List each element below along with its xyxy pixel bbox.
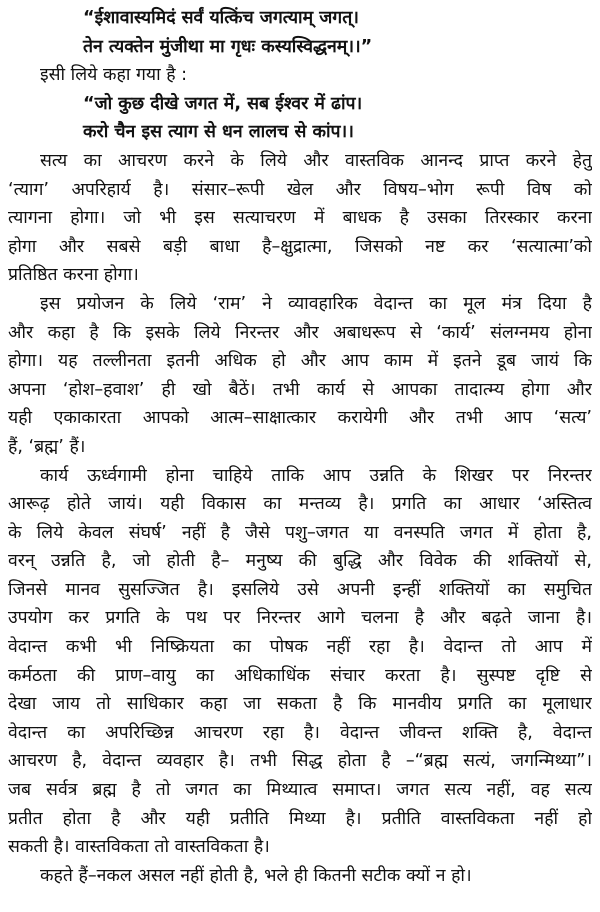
paragraph-4 — [8, 862, 592, 891]
sanskrit-verse — [8, 4, 592, 61]
verse-line: तेन त्यक्तेन मुंजीथा मा गृधः कस्यस्विद्धनम्।।” — [83, 36, 373, 57]
paragraph-line: देखा जाय तो साधिकार कहा जा सकता है कि मानवीय प्रगति का मूलाधार — [8, 694, 592, 715]
paragraph-line: कर्मठता की प्राण–वायु का अधिकाधिंक संचार करता है। सुस्पष्ट दृष्टि से — [8, 665, 592, 686]
paragraph-line: आचरण है, वेदान्त व्यवहार है। तभी सिद्ध होता है –“ब्रह्म सत्यं, जगन्मिथ्या”। — [8, 751, 592, 772]
paragraph-line: यही एकाकारता आपको आत्म–साक्षात्कार करायेगी और तभी आप ‘सत्य’ — [8, 408, 592, 429]
hindi-verse — [8, 90, 592, 147]
paragraph-line: इस प्रयोजन के लिये ‘राम’ ने व्यावहारिक वेदान्त का मूल मंत्र दिया है — [40, 293, 592, 314]
paragraph-line: के लिये केवल संघर्ष’ नहीं है जैसे पशु–जगत या वनस्पति जगत में होता है, — [8, 522, 592, 543]
paragraph-line: जिनसे मानव सुसज्जित है। इसलिये उसे अपनी इन्हीं शक्तियों का समुचित — [8, 579, 592, 600]
paragraph-2 — [8, 290, 592, 462]
paragraph-line: त्यागना होगा। जो भी इस सत्याचरण में बाधक है उसका तिरस्कार करना — [8, 208, 592, 229]
verse-line: “ईशावास्यमिदं सर्वं यत्किंच जगत्याम् जगत्। — [83, 8, 359, 28]
paragraph-line: होगा। यह तल्लीनता इतनी अधिक हो और आप काम में इतने डूब जायं कि — [8, 351, 592, 372]
paragraph-line: वरन् उन्नति है, जो होती है– मनुष्य की बुद्धि और विवेक की शक्तियों से, — [8, 551, 592, 572]
paragraph-line: जब सर्वत्र ब्रह्म है तो जगत का मिथ्यात्व समाप्त। जगत सत्य नहीं, वह सत्य — [8, 780, 592, 801]
paragraph-1 — [8, 147, 592, 290]
paragraph-line: और कहा है कि इसके लिये निरन्तर और अबाधरूप से ‘कार्य’ संलग्नमय होना — [8, 322, 592, 343]
paragraph-line: आरूढ़ होते जायं। यही विकास का मन्तव्य है। प्रगति का आधार ‘अस्तित्व — [8, 494, 592, 515]
paragraph-line: प्रतिष्ठित करना होगा। — [8, 265, 139, 286]
paragraph-line: कहते हैं–नकल असल नहीं होती है, भले ही कितनी सटीक क्यों न हो। — [40, 865, 472, 886]
paragraph-line: ‘त्याग’ अपरिहार्य है। संसार–रूपी खेल और विषय–भोग रूपी विष को — [8, 179, 592, 200]
paragraph-line: अपना ‘होश–हवाश’ ही खो बैठें। तभी कार्य से आपका तादात्म्य होगा और — [8, 379, 592, 400]
paragraph-line: वेदान्त कभी भी निष्क्रियता का पोषक नहीं रहा है। वेदान्त तो आप में — [8, 637, 592, 658]
paragraph-line: हैं, ‘ब्रह्म’ हैं। — [8, 436, 86, 457]
verse-line: “जो कुछ दीखे जगत में, सब ईश्वर में ढांप। — [83, 93, 363, 114]
paragraph-line: सत्य का आचरण करने के लिये और वास्तविक आनन्द प्राप्त करने हेतु — [40, 150, 592, 171]
paragraph-line: उपयोग कर प्रगति के पथ पर निरन्तर आगे चलना है और बढ़ते जाना है। — [8, 608, 592, 629]
verse-line: करो चैन इस त्याग से धन लालच से कांप।। — [83, 122, 354, 143]
paragraph-line: प्रतीत होता है और यही प्रतीति मिथ्या है। प्रतीति वास्तविकता नहीं हो — [8, 808, 592, 829]
paragraph-line: वेदान्त का अपरिच्छिन्न आचरण रहा है। वेदान्त जीवन्त शक्ति है, वेदान्त — [8, 722, 592, 743]
intro-line: इसी लिये कहा गया है : — [40, 65, 188, 86]
paragraph-line: कार्य ऊर्ध्वगामी होना चाहिये ताकि आप उन्नति के शिखर पर निरन्तर — [40, 465, 592, 486]
paragraph-3 — [8, 462, 592, 862]
paragraph-line: सकती है। वास्तविकता तो वास्तविकता है। — [8, 837, 270, 858]
paragraph-line: होगा और सबसे बड़ी बाधा है–क्षुद्रात्मा, जिसको नष्ट कर ‘सत्यात्मा’को — [8, 236, 592, 257]
